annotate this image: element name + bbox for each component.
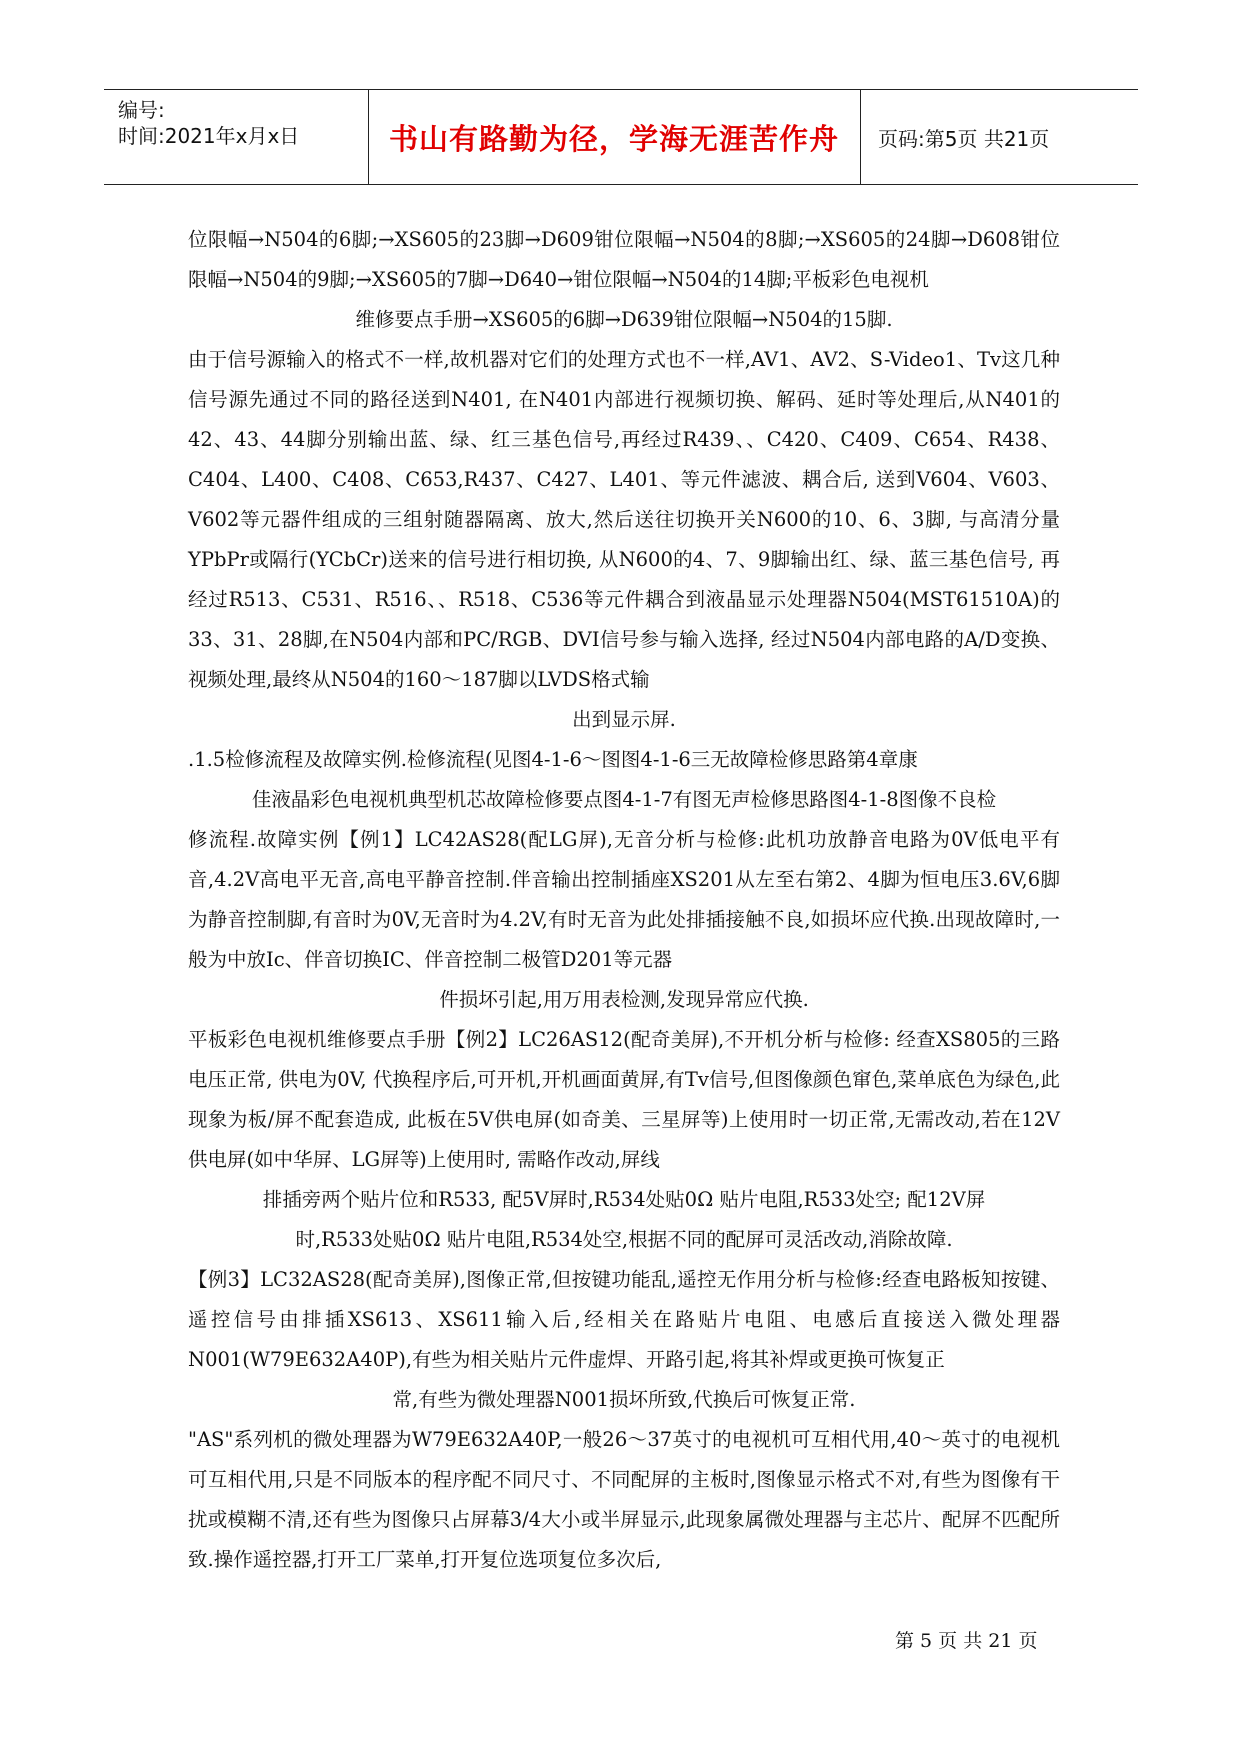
body-paragraph: 【例3】LC32AS28(配奇美屏),图像正常,但按键功能乱,遥控无作用分析与检修:经查电路板知按键、遥控信号由排插XS613、XS611输入后,经相关在路贴片电阻、电感后直接送入微处理器N001(W79E632A40P),有些为相关贴片元件虚焊、开路引起,将其补焊或更换可恢复正 bbox=[188, 1268, 1060, 1371]
page-footer: 第 5 页 共 21 页 bbox=[895, 1630, 1038, 1652]
body-paragraph: 时,R533处贴0Ω 贴片电阻,R534处空,根据不同的配屏可灵活改动,消除故障. bbox=[295, 1228, 953, 1251]
header-page-cell bbox=[860, 90, 1138, 184]
body-paragraph: 修流程.故障实例【例1】LC42AS28(配LG屏),无音分析与检修:此机功放静音电路为0V低电平有音,4.2V高电平无音,高电平静音控制.伴音输出控制插座XS201从左至右第2、4脚为恒电压3.6V,6脚为静音控制脚,有音时为0V,无音时为4.2V,有时无音为此处排插接触不良,如损坏应代换.出现故障时,一般为中放Ic、伴音切换IC、伴音控制二极管D201等元器 bbox=[188, 828, 1060, 971]
document-body bbox=[188, 220, 1060, 1580]
header-meta-cell bbox=[104, 90, 369, 184]
header-motto-cell bbox=[368, 90, 861, 184]
body-paragraph: 常,有些为微处理器N001损坏所致,代换后可恢复正常. bbox=[392, 1388, 856, 1411]
body-paragraph: 位限幅→N504的6脚;→XS605的23脚→D609钳位限幅→N504的8脚;→XS605的24脚→D608钳位限幅→N504的9脚;→XS605的7脚→D640→钳位限幅→N504的14脚;平板彩色电视机 bbox=[188, 228, 1060, 291]
header-page-code: 页码:第5页 共21页 bbox=[878, 126, 1050, 151]
document-time-label: 时间:2021年x月x日 bbox=[118, 124, 300, 148]
body-paragraph: .1.5检修流程及故障实例.检修流程(见图4-1-6～图图4-1-6三无故障检修思路第4章康 bbox=[188, 748, 918, 771]
body-paragraph: 维修要点手册→XS605的6脚→D639钳位限幅→N504的15脚. bbox=[355, 308, 893, 331]
document-number-label: 编号: bbox=[118, 98, 165, 122]
body-paragraph: 平板彩色电视机维修要点手册【例2】LC26AS12(配奇美屏),不开机分析与检修: 经查XS805的三路电压正常, 供电为0V, 代换程序后,可开机,开机画面黄屏,有Tv信号,但图像颜色窜色,菜单底色为绿色,此现象为板/屏不配套造成, 此板在5V供电屏(如奇美、三星屏等)上使用时一切正常,无需改动,若在12V供电屏(如中华屏、LG屏等)上使用时, 需略作改动,屏线 bbox=[188, 1028, 1060, 1171]
body-paragraph: 由于信号源输入的格式不一样,故机器对它们的处理方式也不一样,AV1、AV2、S-Video1、Tv这几种信号源先通过不同的路径送到N401, 在N401内部进行视频切换、解码、延时等处理后,从N401的42、43、44脚分别输出蓝、绿、红三基色信号,再经过R439、、C420、C409、C654、R438、C404、L400、C408、C653,R437、C427、L401、等元件滤波、耦合后, 送到V604、V603、V602等元器件组成的三组射随器隔离、放大,然后送往切换开关N600的10、6、3脚, 与高清分量YPbPr或隔行(YCbCr)送来的信号进行相切换, 从N600的4、7、9脚输出红、绿、蓝三基色信号, 再经过R513、C531、R516、、R518、C536等元件耦合到液晶显示处理器N504(MST61510A)的33、31、28脚,在N504内部和PC/RGB、DVI信号参与输入选择, 经过N504内部电路的A/D变换、视频处理,最终从N504的160～187脚以LVDS格式输 bbox=[188, 348, 1060, 691]
body-paragraph: "AS"系列机的微处理器为W79E632A40P,一般26～37英寸的电视机可互相代用,40～英寸的电视机可互相代用,只是不同版本的程序配不同尺寸、不同配屏的主板时,图像显示格式不对,有些为图像有干扰或模糊不清,还有些为图像只占屏幕3/4大小或半屏显示,此现象属微处理器与主芯片、配屏不匹配所致.操作遥控器,打开工厂菜单,打开复位选项复位多次后, bbox=[188, 1428, 1060, 1571]
body-paragraph: 佳液晶彩色电视机典型机芯故障检修要点图4-1-7有图无声检修思路图4-1-8图像不良检 bbox=[251, 788, 997, 811]
body-paragraph: 件损坏引起,用万用表检测,发现异常应代换. bbox=[439, 988, 809, 1011]
header-motto: 书山有路勤为径，学海无涯苦作舟 bbox=[388, 121, 839, 156]
body-paragraph: 出到显示屏. bbox=[572, 708, 676, 731]
page-header bbox=[104, 89, 1138, 185]
body-paragraph: 排插旁两个贴片位和R533, 配5V屏时,R534处贴0Ω 贴片电阻,R533处空; 配12V屏 bbox=[262, 1188, 986, 1211]
